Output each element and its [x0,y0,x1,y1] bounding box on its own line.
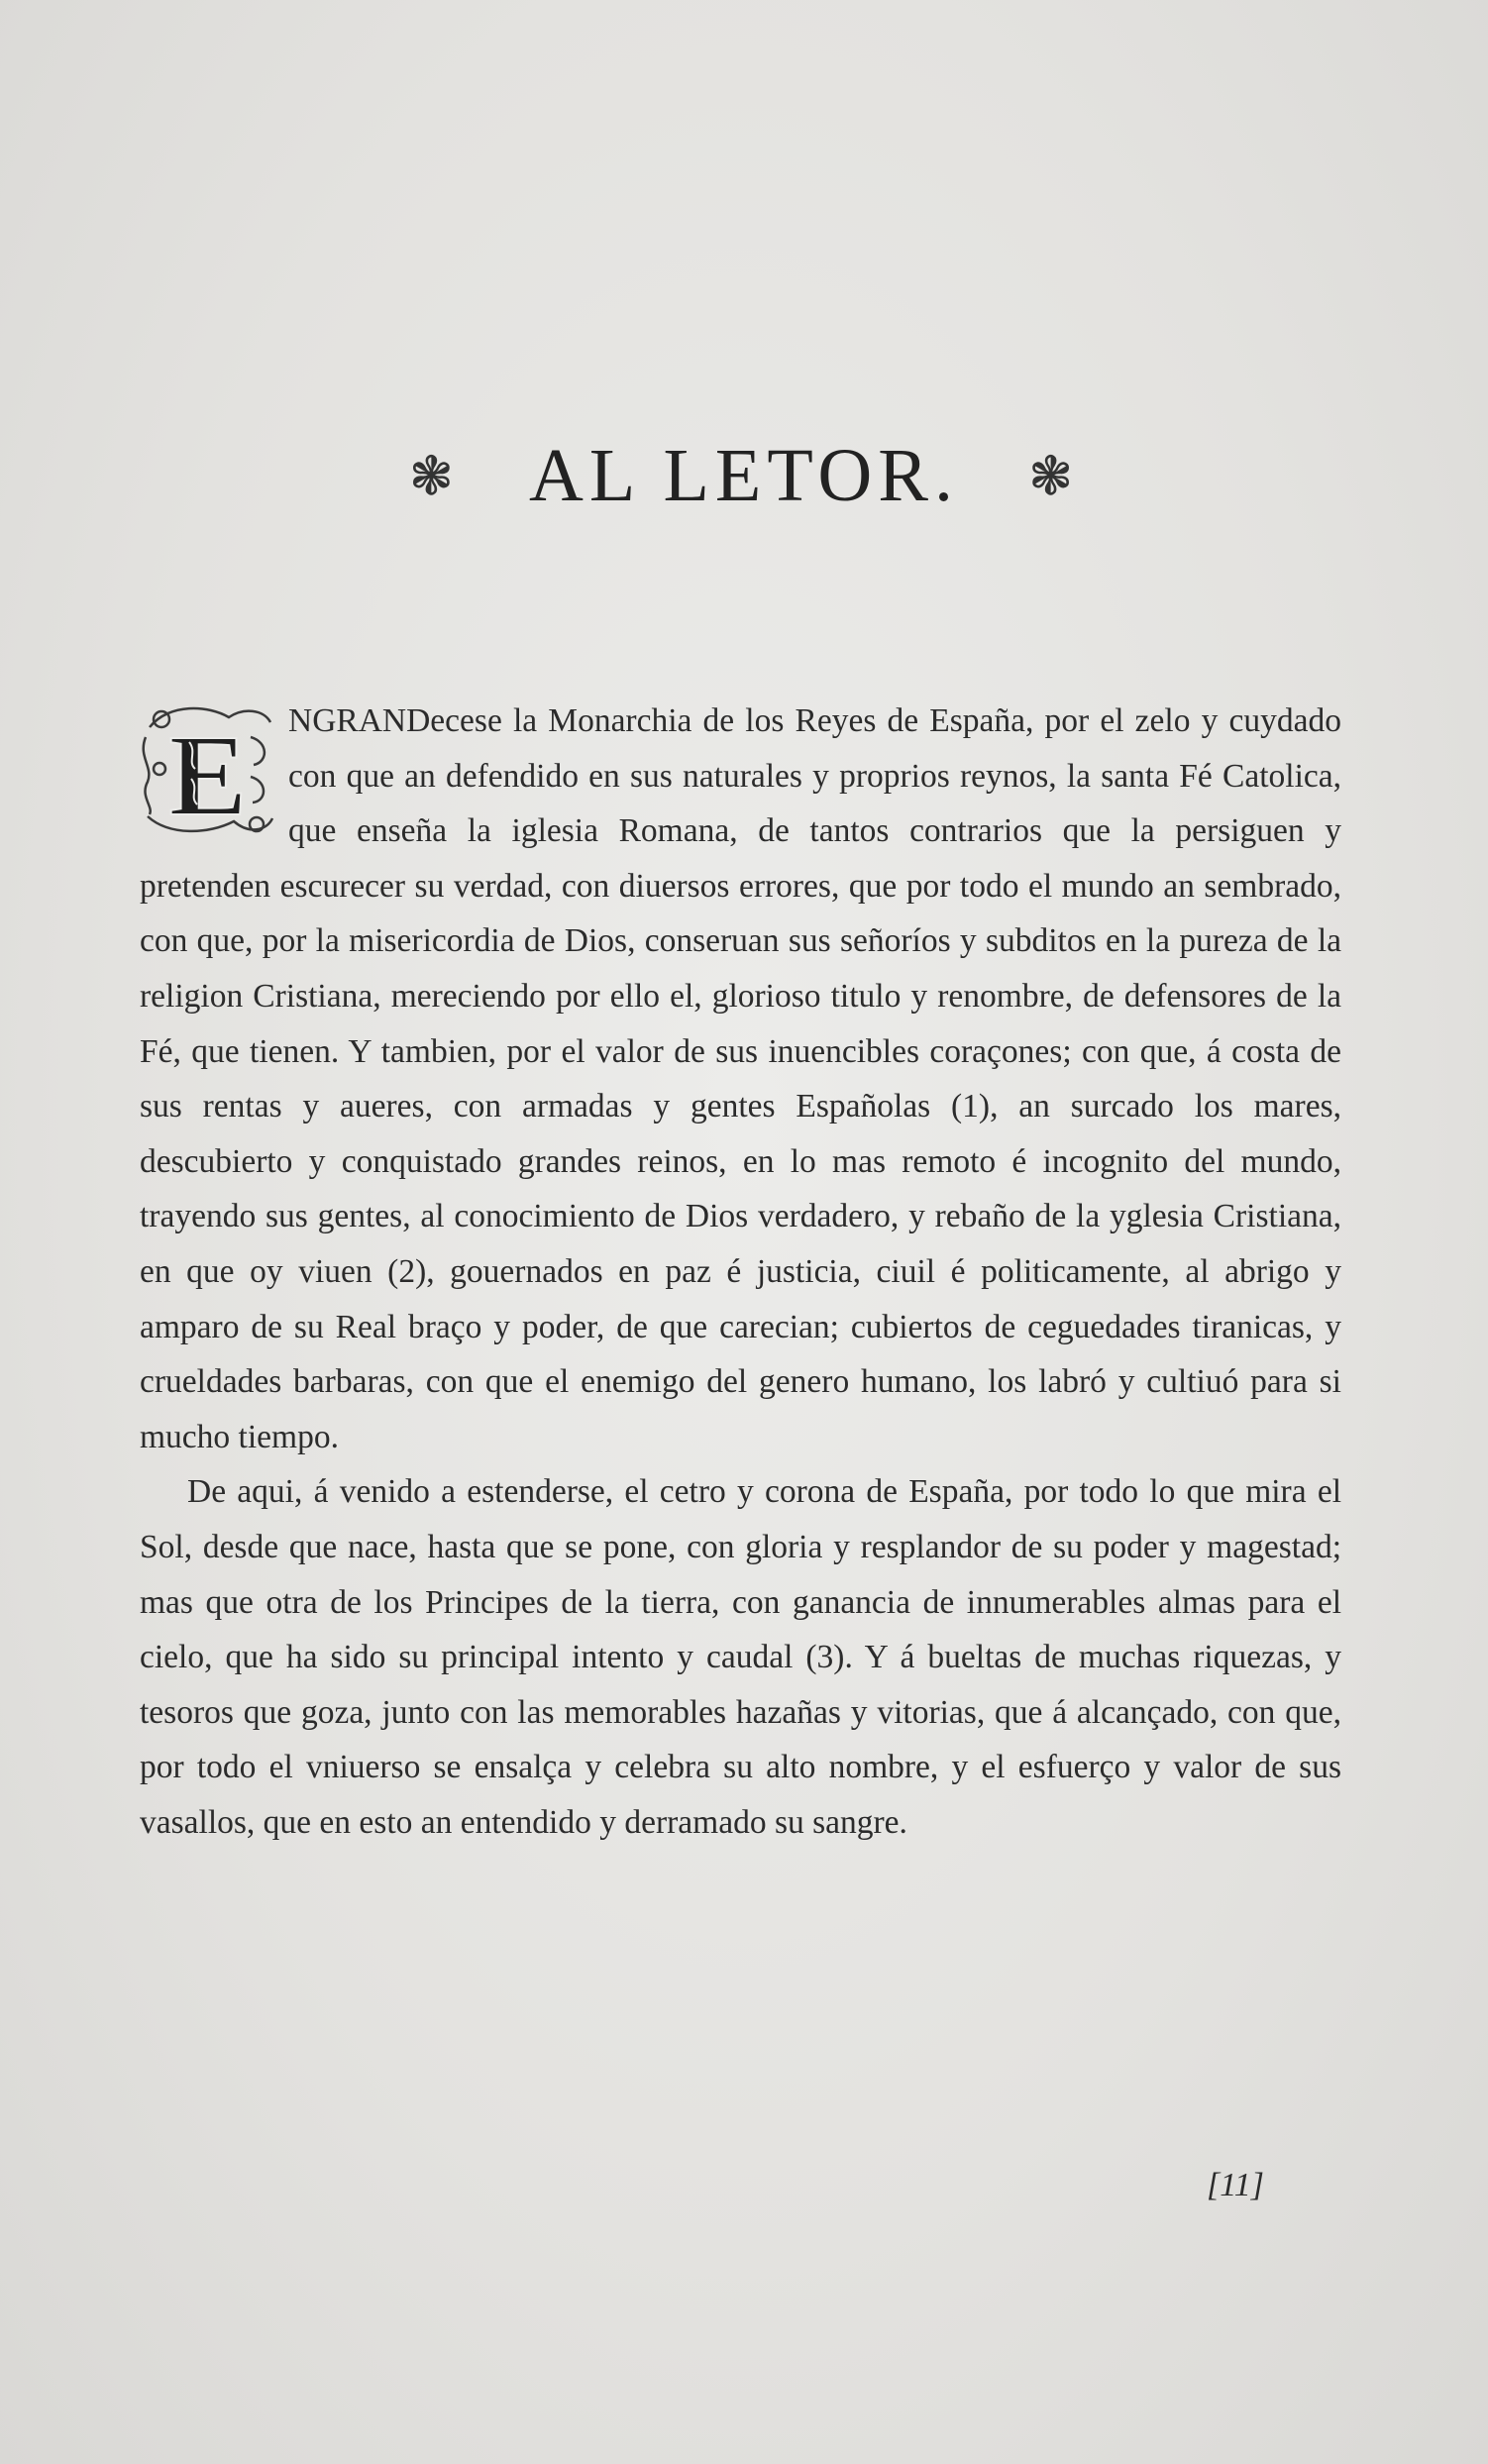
paragraph-2: De aqui, á venido a estenderse, el cetro y corona de España, por todo lo que mira el Sol, desde que nace, hasta que se pone, con gloria y resplandor de su poder y magestad; mas que otra de los Principes de la tierra, con ganancia de innumerables almas para el cielo, que ha sido su principal intento y caudal (3). Y á bueltas de muchas riquezas, y tesoros que goza, junto con las memorables hazañas y vitorias, que á alcançado, con que, por todo el vniuerso se ensalça y celebra su alto nombre, y el esfuerço y valor de sus vasallos, que en esto an entendido y derramado su sangre. [140,1473,1341,1841]
decorated-initial-graphic [140,697,276,841]
left-ornament-icon: ❃ [408,447,461,507]
page-number: [11] [1207,2167,1264,2203]
dropcap-letter: E [168,710,248,840]
decorated-initial [140,697,276,841]
paragraph-1: NGRANDecese la Monarchia de los Reyes de España, por el zelo y cuydado con que an defendido en sus naturales y proprios reynos, la santa Fé Catolica, que enseña la iglesia Romana, de tantos contrarios que la persiguen y pretenden escurecer su verdad, con diuersos errores, que por todo el mundo an sembrado, con que, por la misericordia de Dios, conseruan sus señoríos y subditos en la pureza de la religion Cristiana, mereciendo por ello el, glorioso titulo y renombre, de defensores de la Fé, que tienen. Y tambien, por el valor de sus inuencibles coraçones; con que, á costa de sus rentas y aueres, con armadas y gentes Españolas (1), an surcado los mares, descubierto y conquistado grandes reinos, en lo mas remoto é incognito del mundo, trayendo sus gentes, al conocimiento de Dios verdadero, y rebaño de la yglesia Cristiana, en que oy viuen (2), gouernados en paz é justicia, ciuil é politicamente, al abrigo y amparo de su Real braço y poder, de que carecian; cubiertos de ceguedades tiranicas, y crueldades barbaras, con que el enemigo del genero humano, los labró y cultiuó para si mucho tiempo. [140,702,1341,1455]
body-text [140,694,1341,1850]
chapter-heading [0,426,1488,519]
page-title: AL LETOR. [529,434,959,518]
right-ornament-icon: ❃ [1027,447,1080,507]
